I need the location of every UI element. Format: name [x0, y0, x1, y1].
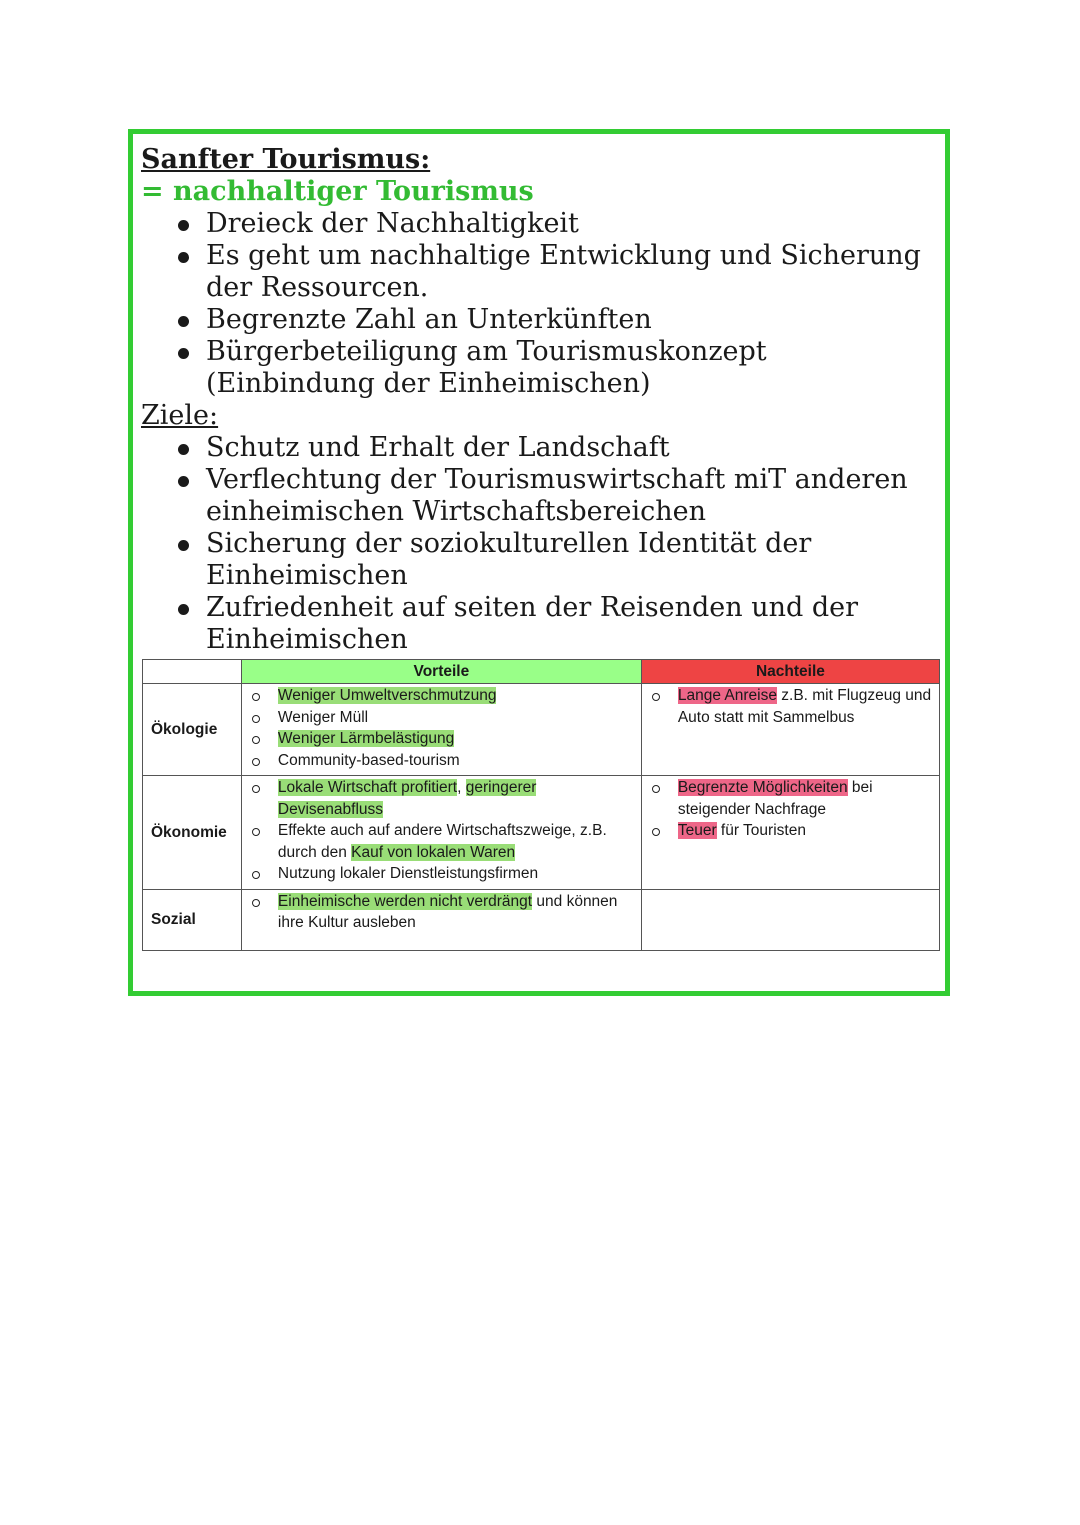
list-item: Weniger Umweltverschmutzung: [248, 685, 635, 707]
list-item: Dreieck der Nachhaltigkeit: [176, 208, 941, 240]
oekonomie-advantages: [241, 776, 641, 890]
oekologie-disadvantages: [641, 684, 939, 776]
list-item: Lange Anreise z.B. mit Flugzeug und Auto statt mit Sammelbus: [648, 685, 933, 728]
list-item: Begrenzte Zahl an Unterkünften: [176, 304, 941, 336]
disadvantages-header: Nachteile: [641, 660, 939, 684]
list-item: Es geht um nachhaltige Entwicklung und Sicherung der Ressourcen.: [176, 240, 941, 304]
notes-text: [141, 144, 941, 656]
sozial-disadvantages: [641, 889, 939, 950]
list-item: Verflechtung der Tourismuswirtschaft miT anderen einheimischen Wirtschaftsbereichen: [176, 464, 941, 528]
list-item: Weniger Müll: [248, 707, 635, 729]
list-item: Sicherung der soziokulturellen Identität der Einheimischen: [176, 528, 941, 592]
list-item: Bürgerbeteiligung am Tourismuskonzept (Einbindung der Einheimischen): [176, 336, 941, 400]
page-subtitle: = nachhaltiger Tourismus: [141, 176, 534, 207]
goals-heading: Ziele:: [141, 400, 219, 431]
table-row: [143, 776, 940, 890]
list-item: Begrenzte Möglichkeiten bei steigender Nachfrage: [648, 777, 933, 820]
row-label-sozial: Sozial: [143, 889, 242, 950]
list-item: Lokale Wirtschaft profitiert, geringerer Devisenabfluss: [248, 777, 635, 820]
table-header-row: [143, 660, 940, 684]
list-item: Weniger Lärmbelästigung: [248, 728, 635, 750]
list-item: Effekte auch auf andere Wirtschaftszweige, z.B. durch den Kauf von lokalen Waren: [248, 820, 635, 863]
pros-cons-table: [142, 659, 940, 951]
sozial-advantages: [241, 889, 641, 950]
table-row: [143, 889, 940, 950]
page-title: Sanfter Tourismus:: [141, 144, 431, 175]
list-item: Nutzung lokaler Dienstleistungsfirmen: [248, 863, 635, 885]
note-frame: [128, 129, 950, 996]
list-item: Einheimische werden nicht verdrängt und können ihre Kultur ausleben: [248, 891, 635, 934]
goals-list: [141, 432, 941, 656]
row-label-oekologie: Ökologie: [143, 684, 242, 776]
oekologie-advantages: [241, 684, 641, 776]
list-item: Teuer für Touristen: [648, 820, 933, 842]
feature-list: [141, 208, 941, 400]
list-item: Schutz und Erhalt der Landschaft: [176, 432, 941, 464]
table-corner-cell: [143, 660, 242, 684]
list-item: Community-based-tourism: [248, 750, 635, 772]
list-item: Zufriedenheit auf seiten der Reisenden und der Einheimischen: [176, 592, 941, 656]
row-label-oekonomie: Ökonomie: [143, 776, 242, 890]
table-row: [143, 684, 940, 776]
oekonomie-disadvantages: [641, 776, 939, 890]
advantages-header: Vorteile: [241, 660, 641, 684]
